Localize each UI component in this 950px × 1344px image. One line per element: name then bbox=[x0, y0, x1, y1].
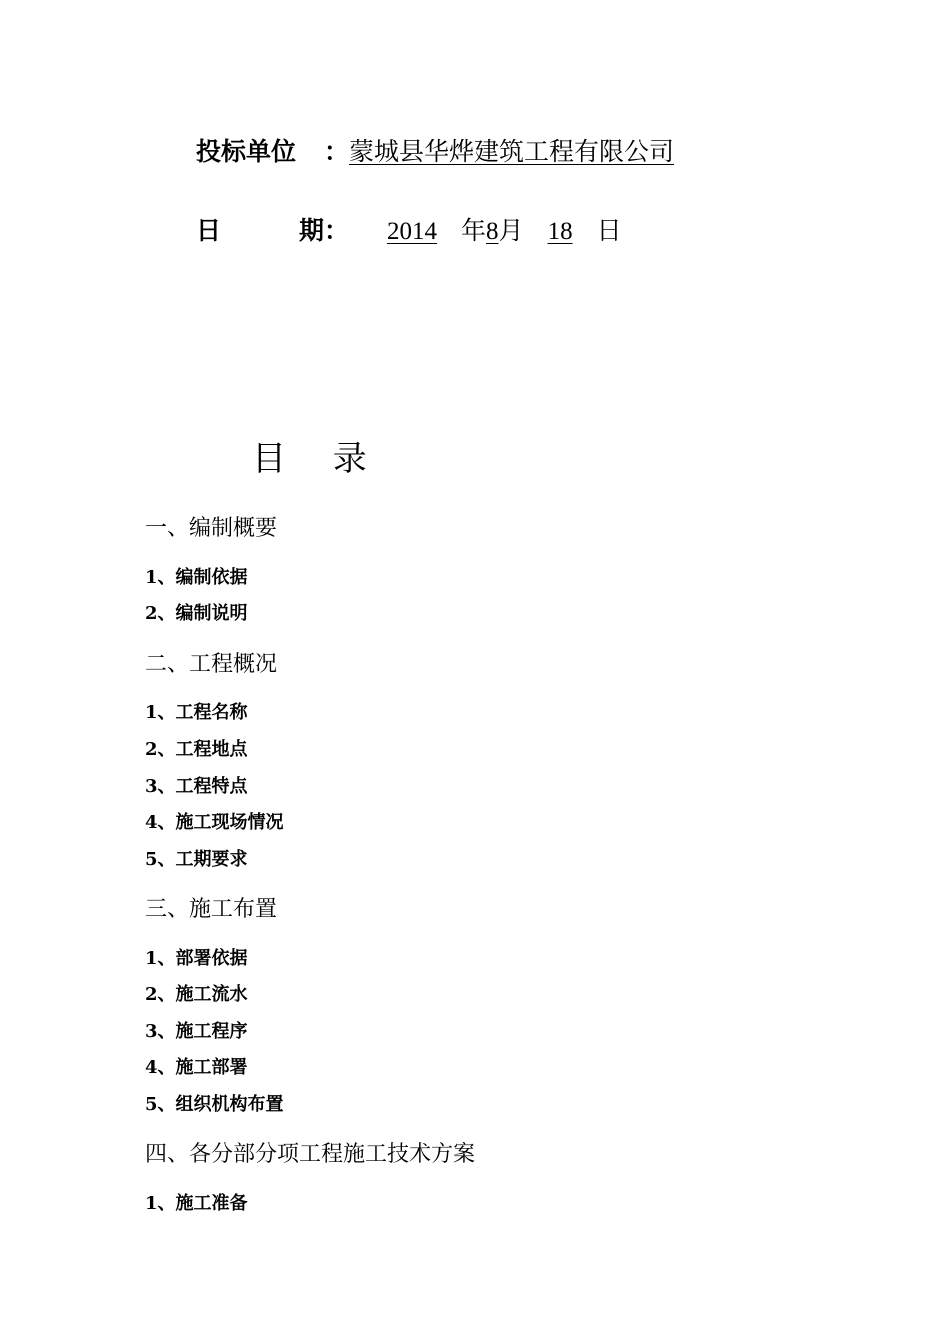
date-day: 18 bbox=[547, 218, 573, 245]
toc-item: 5、工期要求 bbox=[145, 849, 248, 870]
date-label-day: 日 bbox=[196, 216, 222, 245]
toc-item: 1、工程名称 bbox=[145, 702, 248, 723]
toc-item: 4、施工现场情况 bbox=[145, 812, 284, 833]
toc-section-3: 三、施工布置 bbox=[145, 897, 278, 922]
bidder-label: 投标单位 bbox=[196, 137, 297, 166]
toc-item: 2、施工流水 bbox=[145, 984, 248, 1005]
date-year: 2014 bbox=[387, 218, 438, 245]
toc-section-2: 二、工程概况 bbox=[145, 652, 278, 677]
toc-item: 1、部署依据 bbox=[145, 948, 248, 969]
toc-item: 3、工程特点 bbox=[145, 776, 248, 797]
toc-item: 1、施工准备 bbox=[145, 1193, 248, 1214]
toc-section-4: 四、各分部分项工程施工技术方案 bbox=[145, 1142, 476, 1167]
toc-item: 5、组织机构布置 bbox=[145, 1094, 284, 1115]
date-month-unit: 月 bbox=[498, 216, 524, 245]
toc-item: 1、编制依据 bbox=[145, 567, 248, 588]
bidder-name: 蒙城县华烨建筑工程有限公司 bbox=[349, 137, 675, 166]
toc-item: 4、施工部署 bbox=[145, 1057, 248, 1078]
date-day-unit: 日 bbox=[596, 216, 622, 245]
date-year-unit: 年 bbox=[461, 216, 487, 245]
date-month: 8 bbox=[486, 218, 499, 245]
bidder-colon: ： bbox=[324, 137, 350, 166]
bidder-line bbox=[196, 139, 674, 164]
date-label-period: 期： bbox=[299, 216, 350, 245]
toc-item: 2、编制说明 bbox=[145, 603, 248, 624]
toc-item: 2、工程地点 bbox=[145, 739, 248, 760]
toc-title: 目 录 bbox=[252, 439, 385, 479]
toc-item: 3、施工程序 bbox=[145, 1021, 248, 1042]
date-line bbox=[196, 218, 622, 244]
toc-section-1: 一、编制概要 bbox=[145, 516, 278, 541]
